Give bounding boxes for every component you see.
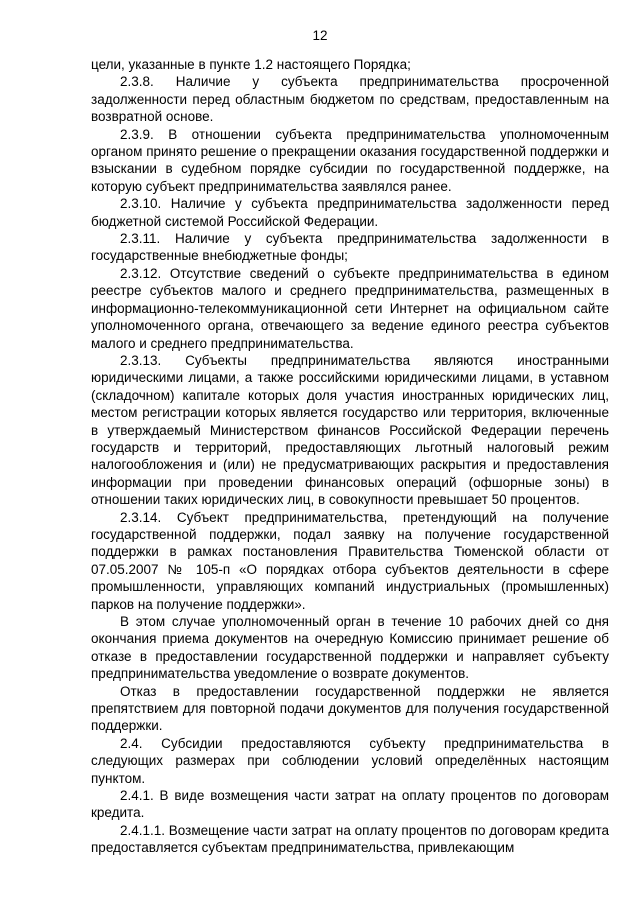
paragraph-2-4-1-1: 2.4.1.1. Возмещение части затрат на оплату процентов по договорам кредита предоставляется субъектам предпринимательства, привлекающим [91, 822, 609, 856]
paragraph-2-3-14: 2.3.14. Субъект предпринимательства, претендующий на получение государственной поддержки, подал заявку на получение государственной поддержки в рамках постановления Правительства Тюменской области от 07.05.2007 № 105-п «О порядках отбора субъектов деятельности в сфере промышленности, управляющих компаний индустриальных (промышленных) парков на получение поддержки». [91, 509, 609, 612]
paragraph-2-3-10: 2.3.10. Наличие у субъекта предпринимательства задолженности перед бюджетной системой Российской Федерации. [91, 196, 609, 229]
paragraph-2-3-11: 2.3.11. Наличие у субъекта предпринимательства задолженности в государственные внебюджетные фонды; [91, 231, 609, 264]
paragraph-2-4-1: 2.4.1. В виде возмещения части затрат на оплату процентов по договорам кредита. [91, 788, 609, 821]
paragraph-2-4: 2.4. Субсидии предоставляются субъекту предпринимательства в следующих размерах при соблюдении условий определённых настоящим пунктом. [91, 735, 609, 786]
paragraph-continuation: цели, указанные в пункте 1.2 настоящего Порядка; [91, 57, 411, 72]
document-body [91, 56, 609, 857]
paragraph-2-3-12: 2.3.12. Отсутствие сведений о субъекте предпринимательства в едином реестре субъектов малого и среднего предпринимательства, размещенных в информационно-телекоммуникационной сети Интернет на официальном сайте уполномоченного органа, отвечающего за ведение единого реестра субъектов малого и среднего предпринимательства. [91, 265, 609, 351]
page-number: 12 [312, 28, 328, 43]
paragraph-2-3-8: 2.3.8. Наличие у субъекта предпринимательства просроченной задолженности перед областным бюджетом по средствам, предоставленным на возвратной основе. [91, 74, 609, 125]
paragraph-2-3-13: 2.3.13. Субъекты предпринимательства являются иностранными юридическими лицами, а также российскими юридическими лицами, в уставном (складочном) капитале которых доля участия иностранных юридических лиц, местом регистрации которых является государство или территория, включенные в утверждаемый Министерством финансов Российской Федерации перечень государств и территорий, предоставляющих льготный налоговый режим налогообложения и (или) не предусматривающих раскрытия и предоставления информации при проведении финансовых операций (офшорные зоны) в отношении таких юридических лиц, в совокупности превышает 50 процентов. [91, 352, 609, 508]
paragraph-refusal-not-obstacle: Отказ в предоставлении государственной поддержки не является препятствием для повторной подачи документов для получения государственной поддержки. [91, 683, 609, 734]
paragraph-2-3-9: 2.3.9. В отношении субъекта предпринимательства уполномоченным органом принято решение о прекращении оказания государственной поддержки и взыскании в судебном порядке субсидии по государственной поддержке, на которую субъект предпринимательства заявлялся ранее. [91, 126, 609, 194]
paragraph-refusal-notice: В этом случае уполномоченный орган в течение 10 рабочих дней со дня окончания приема документов на очередную Комиссию принимает решение об отказе в предоставлении государственной поддержки и направляет субъекту предпринимательства уведомление о возврате документов. [91, 614, 609, 682]
